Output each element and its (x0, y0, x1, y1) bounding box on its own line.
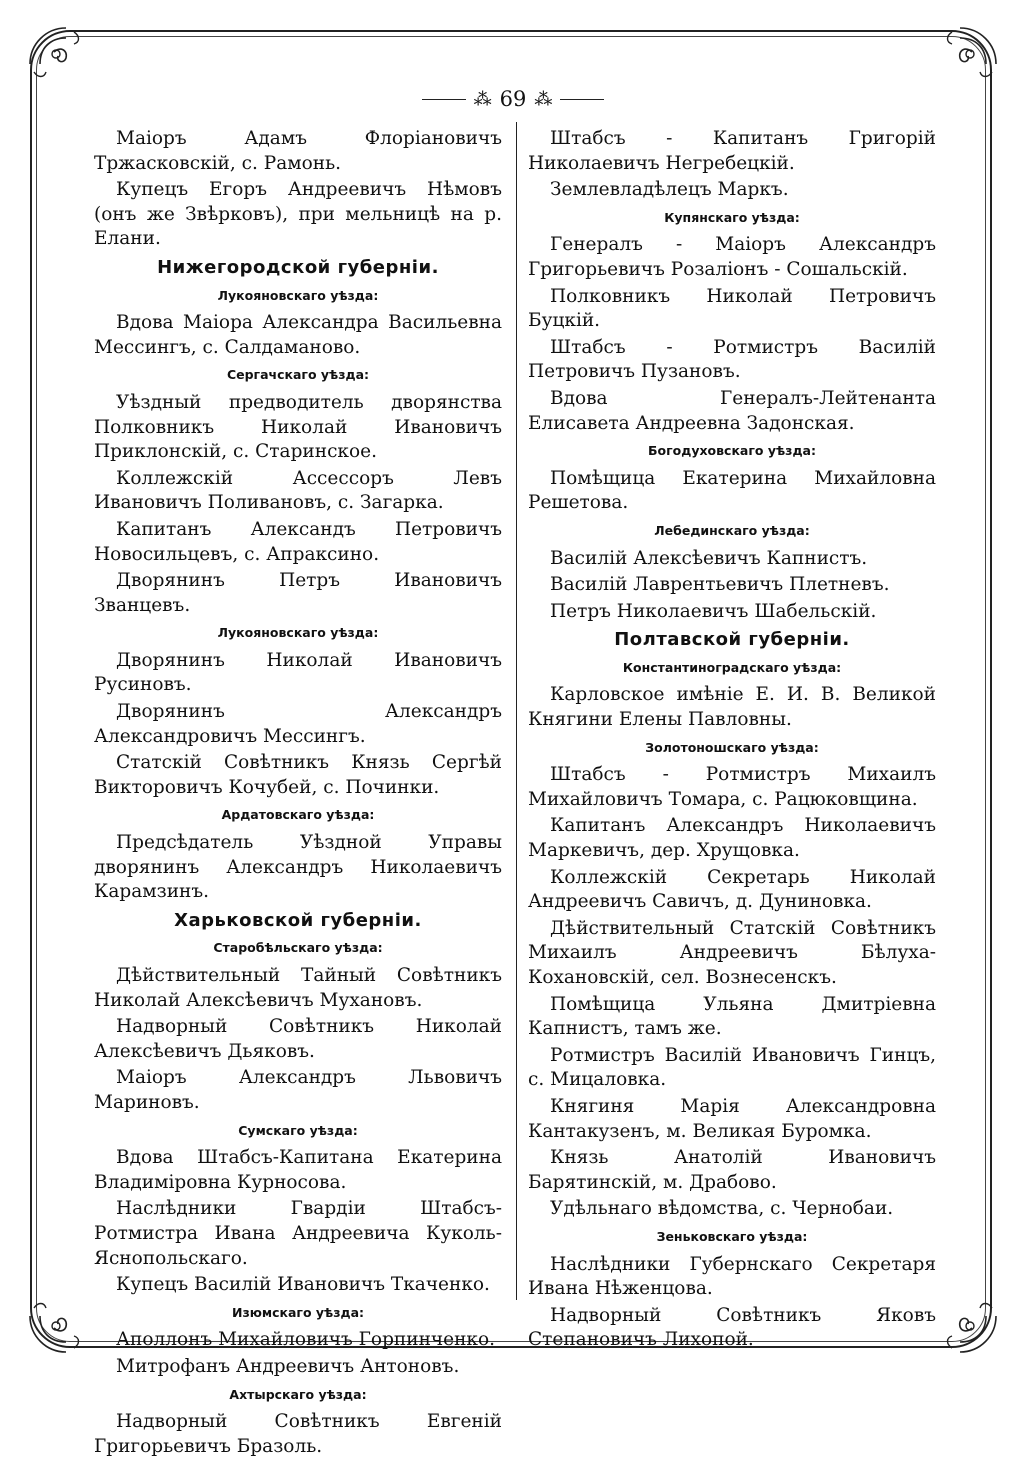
header-flourish-right-icon: ⁂ (534, 88, 553, 110)
list-entry: Предсѣдатель Уѣздной Управы дворянинъ Александръ Николаевичъ Карамзинъ. (94, 832, 502, 903)
governorate-heading: Полтавской губерніи. (614, 629, 850, 651)
list-entry: Штабсъ - Ротмистръ Василій Петровичъ Пузановъ. (528, 336, 936, 383)
column-divider (516, 122, 517, 1300)
page-number: 69 (499, 87, 527, 111)
district-heading: Изюмскаго уѣзда: (231, 1304, 365, 1320)
list-entry: Полковникъ Николай Петровичъ Буцкій. (528, 285, 936, 332)
list-entry: Маіоръ Адамъ Флоріановичъ Тржасковскій, с. Рамонь. (94, 128, 502, 174)
district-heading: Зеньковскаго уѣзда: (656, 1228, 808, 1244)
list-entry: Маіоръ Александръ Львовичъ Мариновъ. (94, 1067, 502, 1113)
list-entry: Дворянинъ Николай Ивановичъ Русиновъ. (94, 649, 502, 696)
list-entry: Митрофанъ Андреевичъ Антоновъ. (116, 1355, 460, 1377)
header-rule-left (422, 99, 466, 100)
list-entry: Вдова Маіора Александра Васильевна Мессингъ, с. Салдаманово. (94, 312, 502, 358)
header-rule-right (560, 99, 604, 100)
district-heading: Купянскаго уѣзда: (664, 209, 800, 225)
list-entry: Помѣщица Екатерина Михайловна Решетова. (528, 467, 936, 514)
list-entry: Штабсъ - Капитанъ Григорій Николаевичъ Негребецкій. (528, 128, 936, 174)
list-entry: Капитанъ Александръ Николаевичъ Маркевичъ, дер. Хрущовка. (528, 815, 936, 862)
list-entry: Дворянинъ Александръ Александровичъ Мессингъ. (94, 701, 502, 747)
district-heading: Ардатовскаго уѣзда: (221, 807, 375, 823)
list-entry: Наслѣдники Гвардіи Штабсъ-Ротмистра Ивана Андреевича Куколь-Яснопольскаго. (94, 1198, 502, 1269)
list-entry: Капитанъ Александъ Петровичъ Новосильцевъ, с. Апраксино. (94, 518, 502, 565)
list-entry: Купецъ Василій Ивановичъ Ткаченко. (116, 1274, 490, 1296)
list-entry: Коллежскій Секретарь Николай Андреевичъ Савичъ, д. Дуниновка. (528, 866, 936, 913)
list-entry: Землевладѣлецъ Маркъ. (550, 179, 789, 201)
district-heading: Богодуховскаго уѣзда: (648, 443, 816, 459)
page-header (0, 86, 1026, 112)
list-entry: Вдова Штабсъ-Капитана Екатерина Владиміровна Курносова. (94, 1147, 502, 1193)
list-entry: Генералъ - Маіоръ Александръ Григорьевичъ Розаліонъ - Сошальскій. (528, 234, 936, 280)
list-entry: Помѣщица Ульяна Дмитріевна Капнистъ, тамъ же. (528, 993, 936, 1040)
list-entry: Василій Лаврентьевичъ Плетневъ. (550, 574, 890, 596)
district-heading: Золотоношскаго уѣзда: (645, 739, 819, 755)
list-entry: Надворный Совѣтникъ Николай Алексѣевичъ Дьяковъ. (94, 1016, 502, 1062)
list-entry: Статскій Совѣтникъ Князь Сергѣй Викторовичъ Кочубей, с. Починки. (94, 752, 502, 798)
list-entry: Дѣйствительный Тайный Совѣтникъ Николай Алексѣевичъ Мухановъ. (94, 965, 502, 1011)
list-entry: Петръ Николаевичъ Шабельскій. (550, 600, 877, 622)
list-entry: Коллежскій Ассессоръ Левъ Ивановичъ Поливановъ, с. Загарка. (94, 467, 502, 514)
right-column (528, 127, 936, 1355)
list-entry: Князь Анатолій Ивановичъ Барятинскій, м. Драбово. (528, 1147, 936, 1193)
list-entry: Наслѣдники Губернскаго Секретаря Ивана Нѣженцова. (528, 1253, 936, 1300)
list-entry: Купецъ Егоръ Андреевичъ Нѣмовъ (онъ же Звѣрковъ), при мельницѣ на р. Елани. (94, 179, 502, 250)
header-flourish-left-icon: ⁂ (473, 88, 492, 110)
governorate-heading: Нижегородской губерніи. (157, 256, 439, 278)
district-heading: Сумскаго уѣзда: (238, 1122, 358, 1138)
district-heading: Сергачскаго уѣзда: (226, 367, 370, 383)
list-entry: Дворянинъ Петръ Ивановичъ Званцевъ. (94, 570, 502, 616)
list-entry: Ротмистръ Василій Ивановичъ Гинцъ, с. Мицаловка. (528, 1044, 936, 1091)
governorate-heading: Харьковской губерніи. (174, 909, 422, 931)
list-entry: Штабсъ - Ротмистръ Михаилъ Михайловичъ Томара, с. Рацюковщина. (528, 764, 936, 810)
list-entry: Надворный Совѣтникъ Яковъ Степановичъ Лихопой. (528, 1304, 936, 1351)
district-heading: Лебединскаго уѣзда: (654, 522, 810, 538)
district-heading: Лукояновскаго уѣзда: (217, 625, 379, 641)
district-heading: Лукояновскаго уѣзда: (217, 287, 379, 303)
list-entry: Уѣздный предводитель дворянства Полковникъ Николай Ивановичъ Приклонскій, с. Старинское. (94, 391, 502, 463)
list-entry: Княгиня Марія Александровна Кантакузенъ, м. Великая Буромка. (528, 1095, 936, 1142)
list-entry: Карловское имѣніе Е. И. В. Великой Княгини Елены Павловны. (528, 684, 936, 731)
district-heading: Константиноградскаго уѣзда: (622, 659, 842, 675)
list-entry: Надворный Совѣтникъ Евгеній Григорьевичъ Бразоль. (94, 1411, 502, 1457)
left-column (94, 127, 502, 1461)
list-entry: Дѣйствительный Статскій Совѣтникъ Михаилъ Андреевичъ Бѣлуха-Кохановскій, сел. Вознесенскъ. (528, 917, 936, 988)
district-heading: Ахтырскаго уѣзда: (229, 1386, 367, 1402)
list-entry: Вдова Генералъ-Лейтенанта Елисавета Андреевна Задонская. (528, 387, 936, 434)
list-entry: Удѣльнаго вѣдомства, с. Чернобаи. (550, 1198, 894, 1220)
list-entry: Василій Алексѣевичъ Капнистъ. (550, 547, 868, 569)
list-entry: Аполлонъ Михайловичъ Горпинченко. (116, 1329, 495, 1351)
district-heading: Старобѣльскаго уѣзда: (213, 940, 383, 956)
